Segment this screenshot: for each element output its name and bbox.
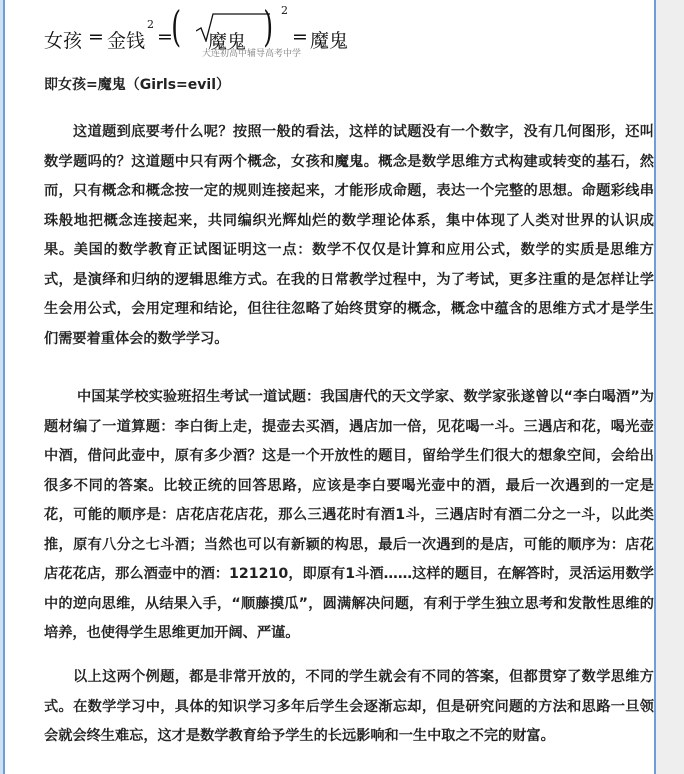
watermark: 大连初高中辅导高考中学 (202, 49, 302, 59)
formula-money: 金钱 (107, 30, 146, 52)
left-border (0, 0, 5, 774)
right-border (654, 0, 684, 774)
formula-exponent: 2 (147, 18, 154, 31)
right-paren: ) (263, 2, 274, 51)
article (44, 0, 654, 744)
formula-equals: = (292, 26, 308, 48)
formula-equals: = (88, 26, 104, 48)
left-paren: ( (171, 2, 182, 51)
formula-girl: 女孩 (44, 30, 83, 52)
paragraph: 以上这两个例题，都是非常开放的，不同的学生就会有不同的答案，但都贯穿了数学思维方式。在数学学习中，具体的知识学习多年后学生会逐渐忘却，但是研究问题的方法和思路一旦领会就会终生难忘，这才是数学教育给予学生的长远影响和一生中取之不完的财富。 (44, 669, 654, 744)
paragraph: 这道题到底要考什么呢？按照一般的看法，这样的试题没有一个数字，没有几何图形，还叫数学题吗的？这道题中只有两个概念，女孩和魔鬼。概念是数学思维方式构建或转变的基石，然而，只有概念和概念按一定的规则连接起来，才能形成命题，表达一个完整的思想。命题彩线串珠般地把概念连接起来，共同编织光辉灿烂的数学理论体系，集中体现了人类对世界的认识成果。美国的数学教育正试图证明这一点：数学不仅仅是计算和应用公式，数学的实质是思维方式，是演绎和归纳的逻辑思维方式。在我的日常教学过程中，为了考试，更多注重的是怎样让学生会用公式，会用定理和结论，但往往忽略了始终贯穿的概念，概念中蕴含的思维方式才是学生们需要着重体会的数学学习。 (44, 124, 654, 347)
paragraph: 中国某学校实验班招生考试一道试题：我国唐代的天文学家、数学家张遂曾以“李白喝酒”为题材编了一道算题：李白街上走，提壶去买酒，遇店加一倍，见花喝一斗。三遇店和花，喝光壶中酒，借问此壶中，原有多少酒？这是一个开放性的题目，留给学生们很大的想象空间，会给出很多不同的答案。比较正统的回答思路，应该是李白要喝光壶中的酒，最后一次遇到的一定是花，可能的顺序是：店花店花店花，那么三遇花时有酒1斗，三遇店时有酒二分之一斗，以此类推，原有八分之七斗酒；当然也可以有新颖的构思，最后一次遇到的是店，可能的顺序为：店花店花花店，那么酒壶中的酒：121210，即原有1斗酒……这样的题目，在解答时，灵活运用数学中的逆向思维，从结果入手，“顺藤摸瓜”，圆满解决问题，有利于学生独立思考和发散性思维的培养，也使得学生思维更加开阔、严谨。 (44, 389, 654, 641)
formula-result: 魔鬼 (310, 30, 349, 52)
formula (44, 0, 648, 66)
formula-equals: = (157, 26, 173, 48)
formula-exponent: 2 (281, 4, 288, 17)
formula-caption: 即女孩=魔鬼（Girls=evil） (44, 77, 231, 93)
formula-radicand: 魔鬼 (208, 31, 247, 53)
